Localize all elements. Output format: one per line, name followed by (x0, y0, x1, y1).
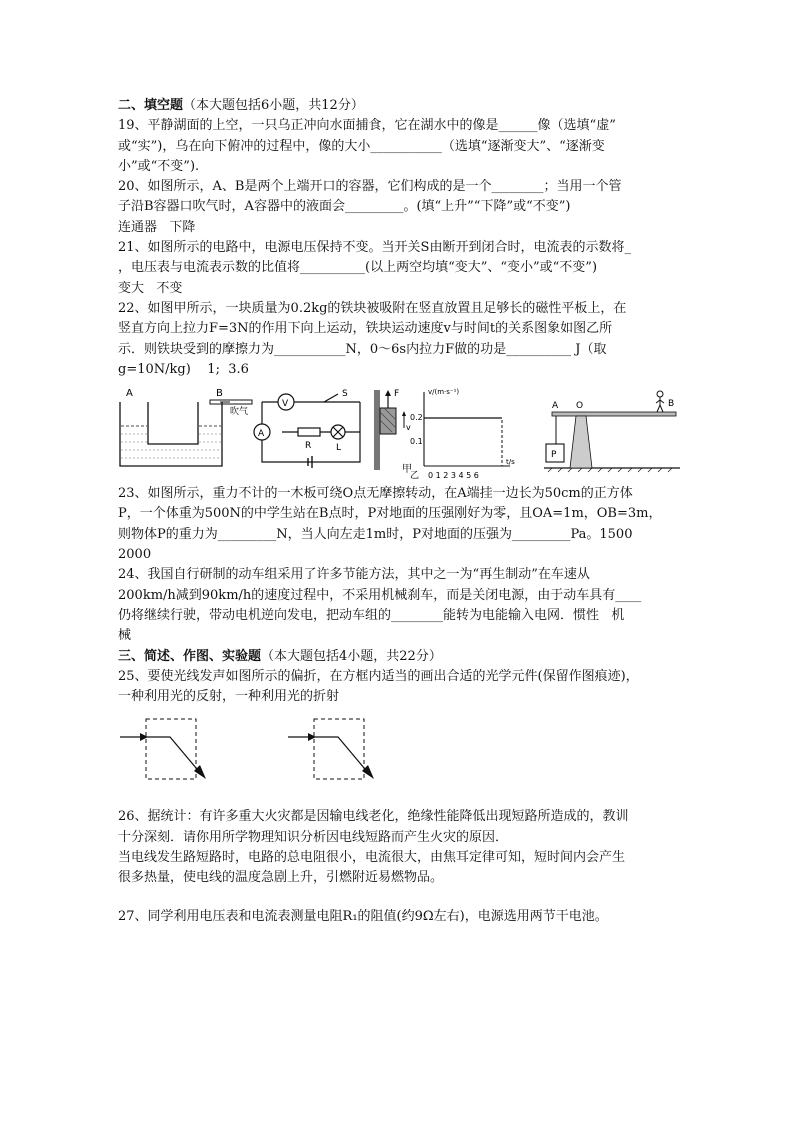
question-26: 26、据统计：有许多重大火灾都是因输电线老化，绝缘性能降低出现短路所造成的，教训 十分深刻．请你用所学物理知识分析因电线短路而产生火灾的原因． 当电线发生路短路时，电路的总电阻很小，电流很大，由焦耳定律可知，短时间内会产生 很多热量，使电线的温度急剧上升，引燃附近易燃物品。 (118, 807, 678, 888)
figures-row-2 (118, 713, 678, 801)
svg-text:P: P (551, 450, 557, 461)
section-3-heading: 三、简述、作图、实验题（本大题包括4小题，共22分） (118, 648, 442, 664)
light-ray-svg (118, 713, 448, 801)
question-23: 23、如图所示，重力不计的一木板可绕O点无摩擦转动，在A端挂一边长为50cm的正方体 P，一个体重为500N的中学生站在B点时，P对地面的压强刚好为零，且OA=1m，OB=3m， 则物体P的重力为_________N，当人向左走1m时，P对地面的压强为_________Pa。1500 2000 (118, 484, 678, 565)
svg-text:S: S (342, 389, 348, 400)
question-24: 24、我国自行研制的动车组采用了许多节能方法，其中之一为“再生制动”在车速从 200km/h减到90km/h的速度过程中，不采用机械刹车，而是关闭电源，由于动车具有____ 仍将继续行驶，带动电机逆向发电，把动车组的________能转为电能输入电网．惯性 机 械 (118, 565, 678, 646)
question-22: 22、如图甲所示，一块质量为0.2kg的铁块被吸附在竖直放置且足够长的磁性平板上，在 竖直方向上拉力F=3N的作用下向上运动，铁块运动速度v与时间t的关系图象如图乙所 示．则铁块受到的摩擦力为___________N，0～6s内拉力F做的功是__________ J（取 g=10N/kg) 1; 3.6 (118, 300, 627, 377)
svg-text:R: R (305, 441, 312, 452)
svg-text:v: v (406, 423, 411, 433)
svg-text:A: A (126, 388, 133, 400)
svg-text:吹气: 吹气 (230, 407, 249, 418)
answer-24: 械 (118, 628, 132, 644)
answer-26-line-2: 很多热量，使电线的温度急剧上升，引燃附近易燃物品。 (118, 870, 444, 886)
svg-text:F: F (394, 389, 400, 400)
connected-container-figure (120, 388, 252, 466)
lever-figure (544, 391, 680, 472)
section-2-heading: 二、填空题（本大题包括6小题，共12分） (118, 98, 364, 113)
reflection-box-figure (120, 719, 206, 779)
svg-text:O: O (576, 401, 584, 412)
svg-text:B: B (668, 399, 675, 410)
refraction-box-figure (288, 719, 374, 779)
svg-text:V: V (282, 399, 289, 410)
svg-text:A: A (552, 401, 559, 412)
svg-text:L: L (336, 443, 342, 454)
velocity-time-graph (410, 388, 515, 481)
svg-text:B: B (216, 388, 223, 400)
answer-21: 变大 不变 (118, 280, 183, 296)
figures-svg (112, 386, 682, 482)
exam-page (118, 96, 678, 927)
answer-20: 连通器 下降 (118, 219, 196, 235)
question-27: 27、同学利用电压表和电流表测量电阻R₁的阻值(约9Ω左右)，电源选用两节干电池。 (118, 908, 608, 924)
question-25: 25、要使光线发声如图所示的偏折，在方框内适当的画出合适的光学元件(保留作图痕迹)， 一种利用光的反射，一种利用光的折射 (118, 668, 639, 705)
svg-text:乙: 乙 (410, 471, 420, 482)
answer-23: 2000 (118, 547, 152, 563)
svg-text:甲: 甲 (402, 464, 412, 476)
answer-26-line-1: 当电线发生路短路时，电路的总电阻很小，电流很大，由焦耳定律可知，短时间内会产生 (118, 850, 626, 866)
svg-text:0.1: 0.1 (410, 437, 423, 447)
svg-text:t/s: t/s (506, 458, 515, 467)
question-19: 19、平静湖面的上空，一只乌正冲向水面捕食，它在湖水中的像是______像（选填“虚” 或“实”)，乌在向下俯冲的过程中，像的大小___________（选填“逐渐变大”、“逐渐变 小”或“不变”). (118, 118, 616, 174)
circuit-figure (254, 389, 360, 468)
magnetic-plate-figure (374, 389, 412, 475)
question-21: 21、如图所示的电路中，电源电压保持不变。当开关S由断开到闭合时，电流表的示数将_ ，电压表与电流表示数的比值将__________(以上两空均填“变大”、“变小”或“不变”) 变大 不变 (118, 238, 678, 299)
svg-text:A: A (258, 429, 265, 440)
question-20: 20、如图所示，A、B是两个上端开口的容器，它们构成的是一个________；当用一个管 子沿B容器口吹气时，A容器中的液面会_________。(填“上升”“下降”或“不变”) 连通器 下降 (118, 177, 678, 238)
svg-text:v/(m·s⁻¹): v/(m·s⁻¹) (428, 388, 460, 397)
svg-text:0 1 2 3 4 5 6: 0 1 2 3 4 5 6 (428, 471, 479, 481)
svg-text:0.2: 0.2 (410, 413, 423, 423)
figures-row-1 (112, 386, 678, 482)
